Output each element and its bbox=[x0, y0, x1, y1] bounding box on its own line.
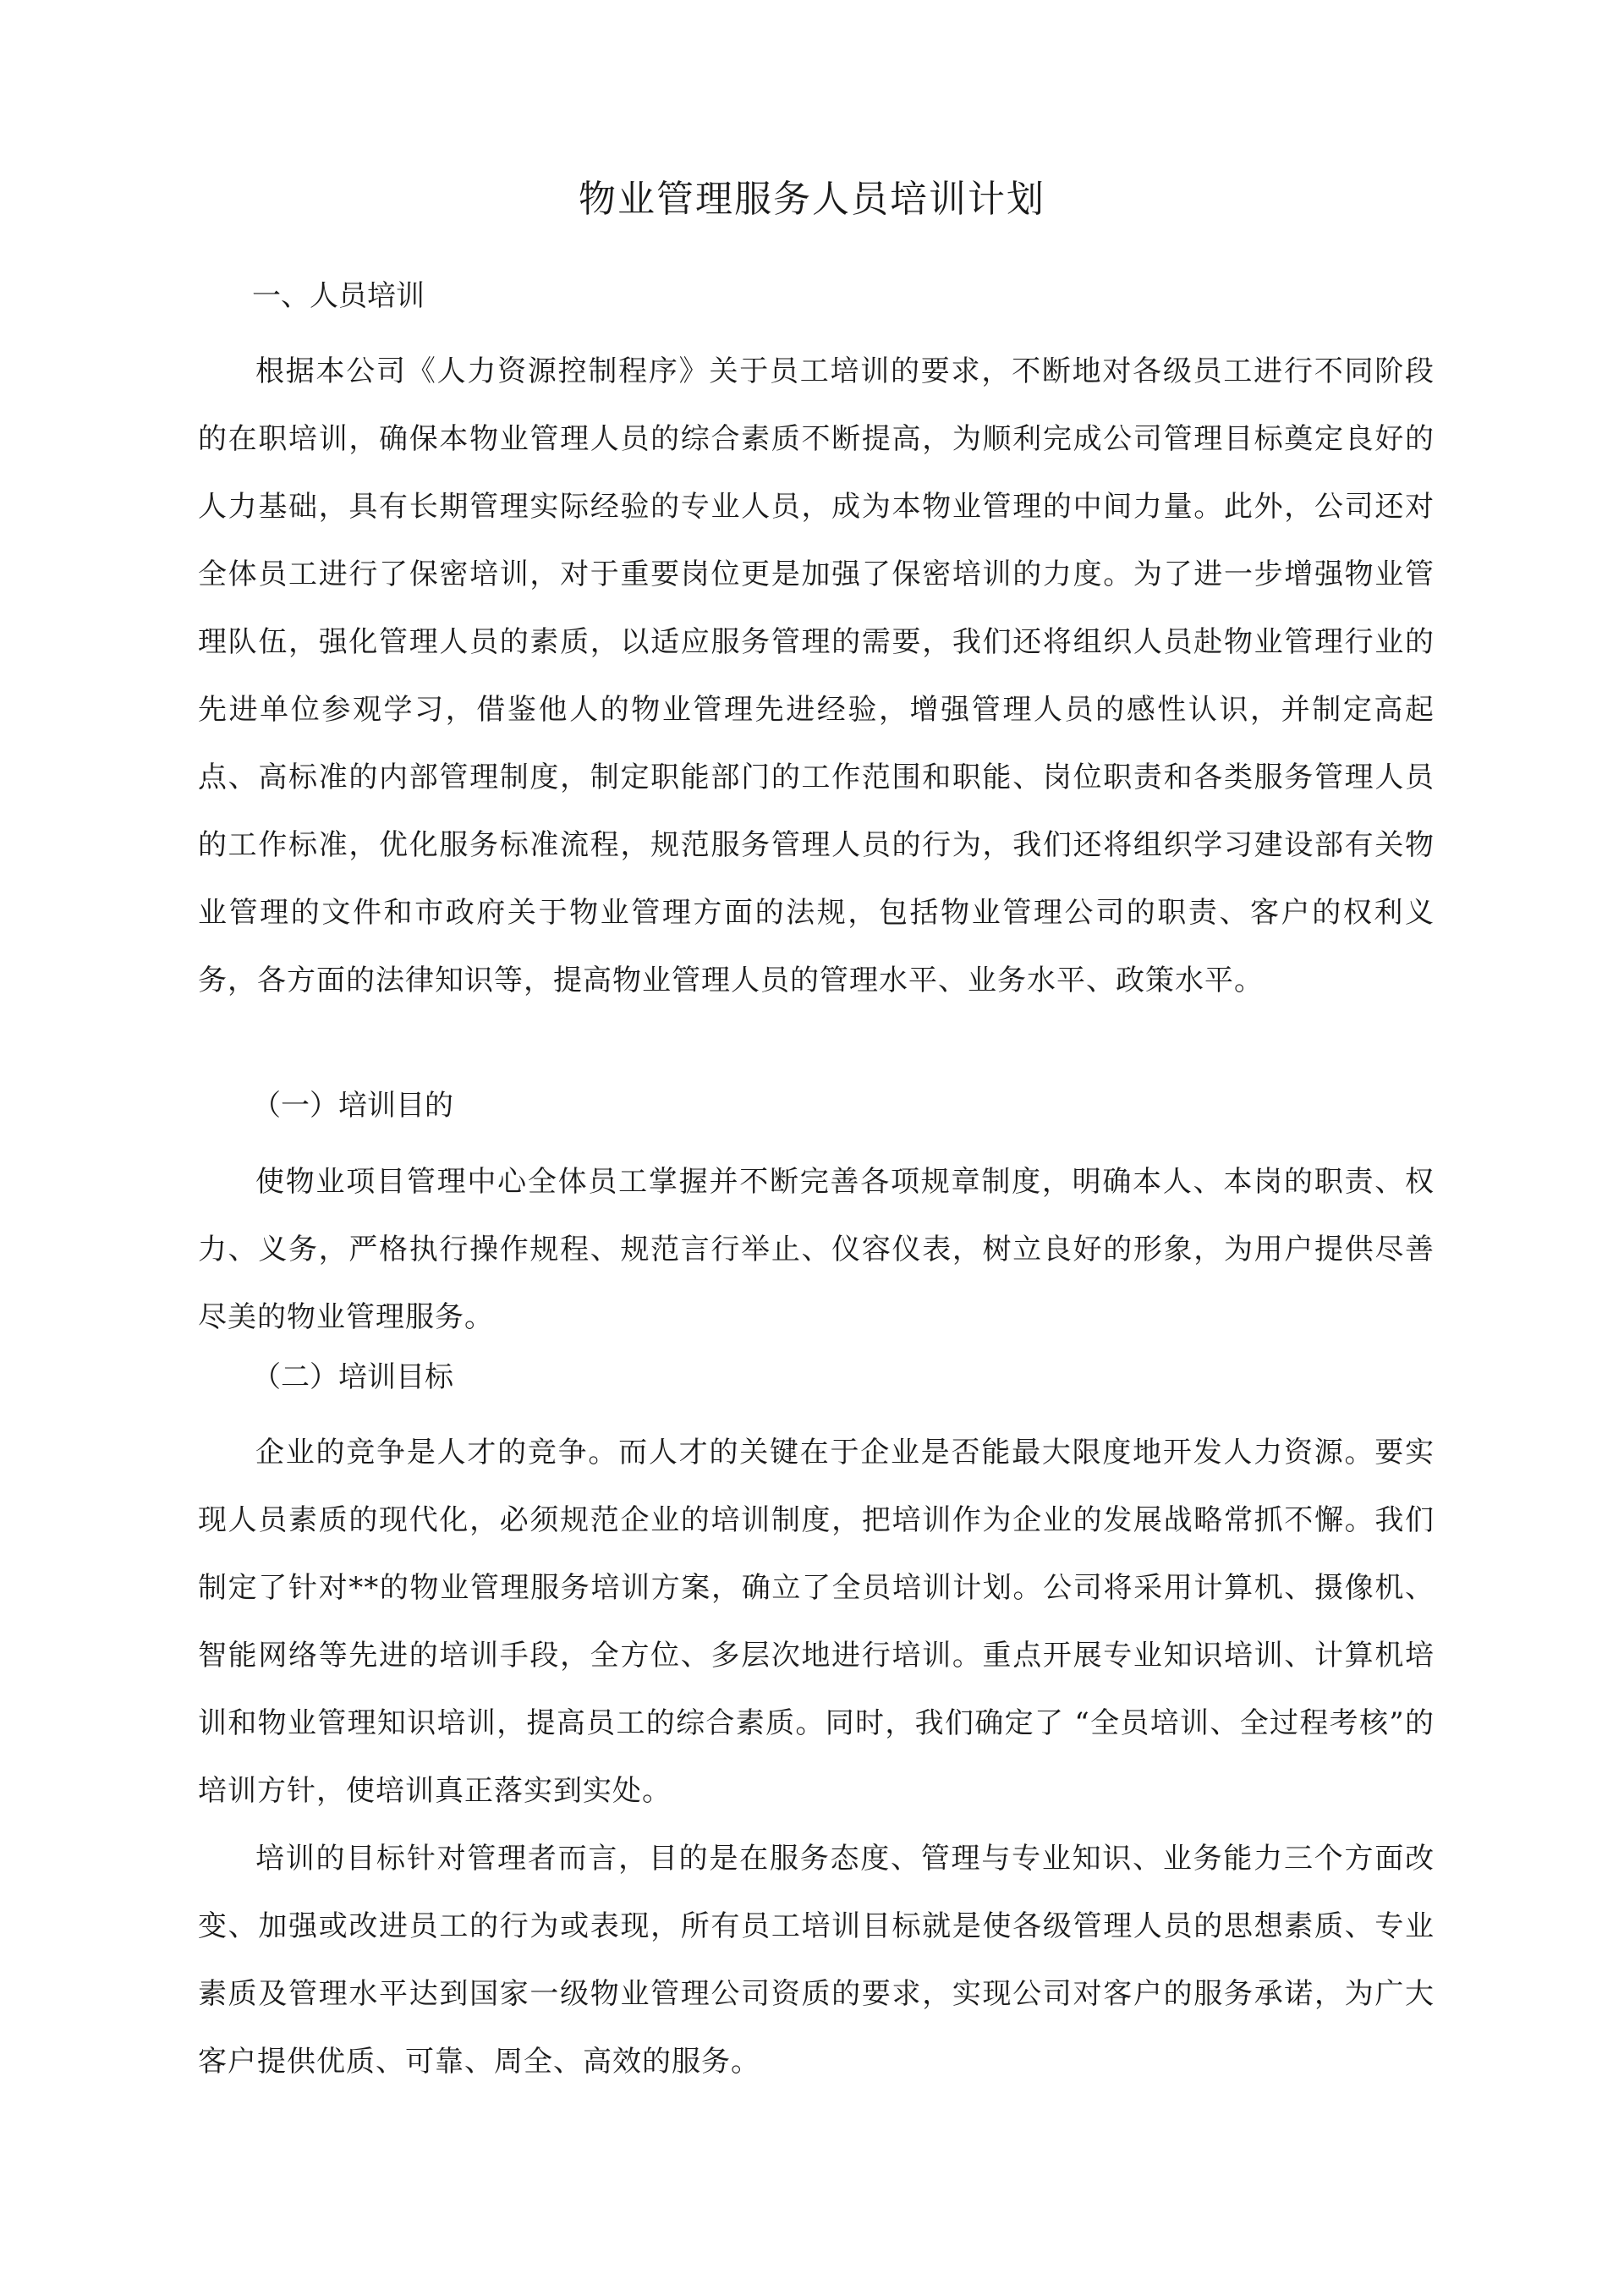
document-title: 物业管理服务人员培训计划 bbox=[579, 178, 1045, 221]
subsection-paragraph-training-goals-2: 培训的目标针对管理者而言，目的是在服务态度、管理与专业知识、业务能力三个方面改变、加强或改进员工的行为或表现，所有员工培训目标就是使各级管理人员的思想素质、专业素质及管理水平达到国家一级物业管理公司资质的要求，实现公司对客户的服务承诺，为广大客户提供优质、可靠、周全、高效的服务。 bbox=[198, 1842, 1435, 2079]
subsection-heading-training-purpose: （一）培训目的 bbox=[252, 1089, 453, 1123]
subsection-paragraph-training-purpose: 使物业项目管理中心全体员工掌握并不断完善各项规章制度，明确本人、本岗的职责、权力、义务，严格执行操作规程、规范言行举止、仪容仪表，树立良好的形象，为用户提供尽善尽美的物业管理服务。 bbox=[198, 1165, 1435, 1334]
section-heading-personnel-training: 一、人员培训 bbox=[252, 279, 425, 313]
section-paragraph-personnel-training: 根据本公司《人力资源控制程序》关于员工培训的要求，不断地对各级员工进行不同阶段的在职培训，确保本物业管理人员的综合素质不断提高，为顺利完成公司管理目标奠定良好的人力基础，具有长期管理实际经验的专业人员，成为本物业管理的中间力量。此外，公司还对全体员工进行了保密培训，对于重要岗位更是加强了保密培训的力度。为了进一步增强物业管理队伍，强化管理人员的素质，以适应服务管理的需要，我们还将组织人员赴物业管理行业的先进单位参观学习，借鉴他人的物业管理先进经验，增强管理人员的感性认识，并制定高起点、高标准的内部管理制度，制定职能部门的工作范围和职能、岗位职责和各类服务管理人员的工作标准，优化服务标准流程，规范服务管理人员的行为，我们还将组织学习建设部有关物业管理的文件和市政府关于物业管理方面的法规，包括物业管理公司的职责、客户的权利义务，各方面的法律知识等，提高物业管理人员的管理水平、业务水平、政策水平。 bbox=[198, 354, 1435, 997]
subsection-paragraph-training-goals-1: 企业的竞争是人才的竞争。而人才的关键在于企业是否能最大限度地开发人力资源。要实现人员素质的现代化，必须规范企业的培训制度，把培训作为企业的发展战略常抓不懈。我们制定了针对**的物业管理服务培训方案，确立了全员培训计划。公司将采用计算机、摄像机、智能网络等先进的培训手段，全方位、多层次地进行培训。重点开展专业知识培训、计算机培训和物业管理知识培训，提高员工的综合素质。同时，我们确定了 “全员培训、全过程考核”的培训方针，使培训真正落实到实处。 bbox=[198, 1436, 1435, 1808]
subsection-heading-training-goals: （二）培训目标 bbox=[252, 1360, 453, 1394]
